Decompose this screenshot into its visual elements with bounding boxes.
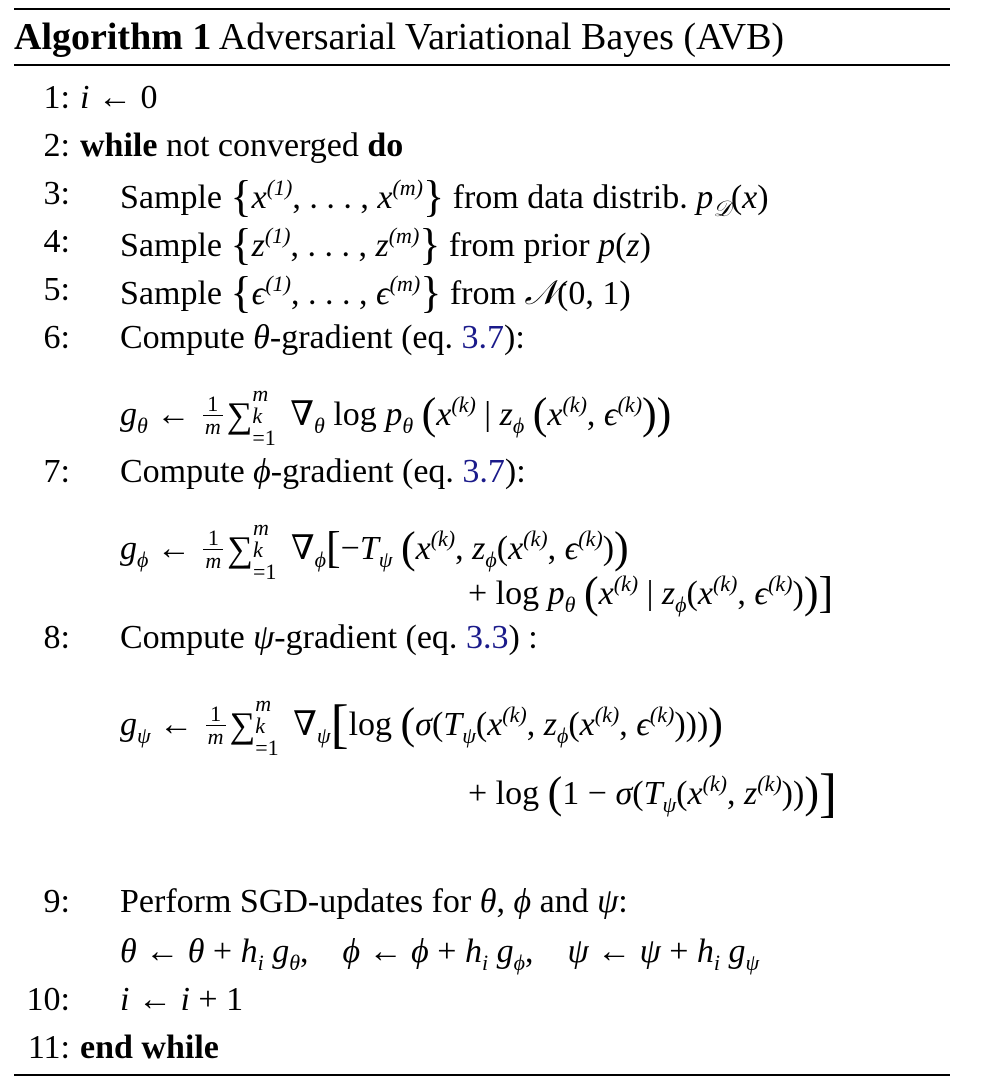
algorithm-label: Algorithm 1 <box>14 16 212 58</box>
line-4: Sample {$z^{(1)}$, . . . , $z^{(m)}$} from prior p(z) <box>120 220 651 269</box>
line-11 <box>80 1026 219 1070</box>
line-3-text: Sample <box>120 179 222 216</box>
top-rule <box>14 8 950 10</box>
line-9: Perform SGD-updates for θ, ϕ and ψ: <box>120 883 628 920</box>
line-1-math: i ← 0 <box>80 79 158 116</box>
line-number: 3: <box>43 175 70 212</box>
line-6-text: Compute <box>120 319 245 356</box>
line-5: Sample {$\epsilon^{(1)}$, . . . , $\epsilon^{(m)}$} from 𝒩(0, 1) <box>120 268 631 317</box>
line-8-text: Compute <box>120 619 245 656</box>
theta-gradient-equation: $g_\theta$ ← $\frac{1}{m}$ ∑ m k =1 $\nabla_\theta$ $\log p_\theta$ ($x^{(k)}$ | $z_\phi$ ($x^{(k)}$, $\epsilon^{(k)}$)) <box>120 381 672 450</box>
keyword-do: do <box>367 127 404 164</box>
line-2-text: not converged <box>165 127 359 164</box>
line-3-tail: from data distrib. <box>452 179 688 216</box>
line-number: 7: <box>43 453 70 490</box>
psi-gradient-equation-1: $g_\psi$ ← $\frac{1}{m}$ ∑ m k =1 $\nabla_\psi[\log$ ($\sigma(T_\psi(x^{(k)}$, $z_\phi(x^{(k)}$, $\epsilon^{(k)}$)))) <box>120 691 723 760</box>
line-number: 6: <box>43 319 70 356</box>
line-number: 10: <box>26 981 70 1018</box>
line-4-tail: from prior <box>448 227 590 264</box>
line-number: 11: <box>27 1029 70 1066</box>
sgd-update-equation: θ ← $\theta + h_i$ $g_\theta$, ϕ ← $\phi + h_i$ $g_\phi$, ψ ← $\psi + h_i$ $g_\psi$ <box>120 933 760 975</box>
phi-gradient-equation-2: + $\log p_\theta$ ($x^{(k)}$ | $z_\phi(x^{(k)}$, $\epsilon^{(k)}$))] <box>468 568 834 617</box>
line-number: 5: <box>43 271 70 308</box>
line-number: 4: <box>43 223 70 260</box>
line-7: Compute ϕ-gradient (eq. 3.7): <box>120 453 526 490</box>
line-number: 1: <box>43 79 70 116</box>
keyword-end-while: end while <box>80 1029 219 1066</box>
psi-gradient-equation-2: + $\log (1 - \sigma(T_\psi(x^{(k)}$, $z^{(k)}$)))] <box>468 763 837 823</box>
line-number: 9: <box>43 883 70 920</box>
phi-gradient-equation-1: $g_\phi$ ← $\frac{1}{m}$ ∑ m k =1 $\nabla_\phi[-T_\psi$ ($x^{(k)}$, $z_\phi(x^{(k)}$, $\epsilon^{(k)}$)) <box>120 515 629 584</box>
line-8: Compute ψ-gradient (eq. 3.3) : <box>120 619 538 656</box>
line-10-math: i ← i + 1 <box>120 981 244 1018</box>
equation-ref[interactable]: 3.7 <box>461 319 505 356</box>
line-number: 2: <box>43 127 70 164</box>
line-3: Sample {$x^{(1)}$, . . . , $x^{(m)}$} from data distrib. $p_𝒟(x)$ <box>120 172 769 221</box>
line-5-tail: from <box>449 275 516 312</box>
line-8-tail: ) : <box>508 619 538 656</box>
line-7-tail: ): <box>504 453 526 490</box>
caption-rule <box>14 64 950 66</box>
line-9-text: Perform SGD-updates for <box>120 883 472 920</box>
algorithm-title: Adversarial Variational Bayes (AVB) <box>218 16 785 58</box>
line-4-text: Sample <box>120 227 222 264</box>
equation-ref[interactable]: 3.7 <box>462 453 505 490</box>
line-7-text: Compute <box>120 453 245 490</box>
line-6-tail: ): <box>504 319 525 356</box>
line-6-text2: -gradient (eq. <box>269 319 454 356</box>
line-number: 8: <box>43 619 70 656</box>
line-7-text2: -gradient (eq. <box>270 453 454 490</box>
line-5-text: Sample <box>120 275 222 312</box>
algorithm-caption <box>14 14 784 60</box>
equation-ref[interactable]: 3.3 <box>465 619 509 656</box>
bottom-rule <box>14 1074 950 1076</box>
line-2 <box>80 124 403 168</box>
keyword-while: while <box>80 127 158 164</box>
line-6: Compute θ-gradient (eq. 3.7): <box>120 319 525 356</box>
line-8-text2: -gradient (eq. <box>274 619 458 656</box>
line-9-and: and <box>539 883 589 920</box>
